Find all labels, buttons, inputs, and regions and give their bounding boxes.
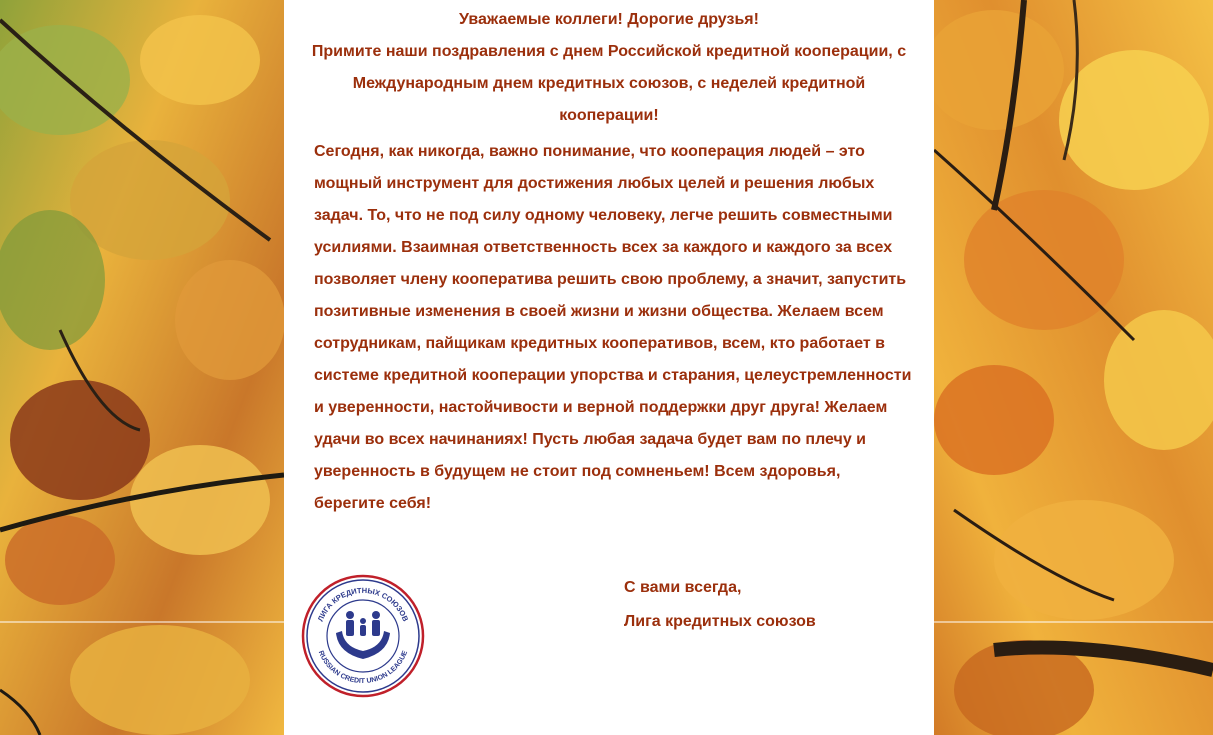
signature-block	[624, 571, 816, 639]
credit-union-league-logo	[298, 573, 428, 699]
logo-ring-text-bottom: RUSSIAN CREDIT UNION LEAGUE	[316, 649, 410, 686]
body-paragraph: Сегодня, как никогда, важно понимание, что кооперация людей – это мощный инструмент для достижения любых целей и решения любых задач. То, что не под силу одному человеку, легче решить совместными усилиями. Взаимная ответственность всех за каждого и каждого за всех позволяет члену кооператива решить свою проблему, а значит, запустить позитивные изменения в своей жизни и жизни общества. Желаем всем сотрудникам, пайщикам кредитных кооперативов, всем, кто работает в системе кредитной кооперации упорства и старания, целеустремленности и уверенности, настойчивости и верной поддержки друг друга! Желаем удачи во всех начинаниях! Пусть любая задача будет вам по плечу и уверенность в будущем не стоит под сомненьем! Всем здоровья, берегите себя!	[314, 143, 912, 512]
greeting-line: Уважаемые коллеги! Дорогие друзья!	[459, 11, 759, 28]
autumn-leaves-right-panel	[934, 0, 1213, 735]
signature-line-2: Лига кредитных союзов	[624, 613, 816, 630]
letter-heading	[304, 4, 914, 132]
congratulations-line: Примите наши поздравления с днем Российской кредитной кооперации, с Международным днем кредитных союзов, с неделей кредитной кооперации!	[311, 43, 907, 124]
autumn-leaves-left-panel	[0, 0, 284, 735]
letter-body	[314, 136, 914, 520]
letter-card	[284, 0, 934, 735]
signature-line-1: С вами всегда,	[624, 579, 742, 596]
logo-ring-text-top: ЛИГА КРЕДИТНЫХ СОЮЗОВ	[315, 585, 411, 623]
